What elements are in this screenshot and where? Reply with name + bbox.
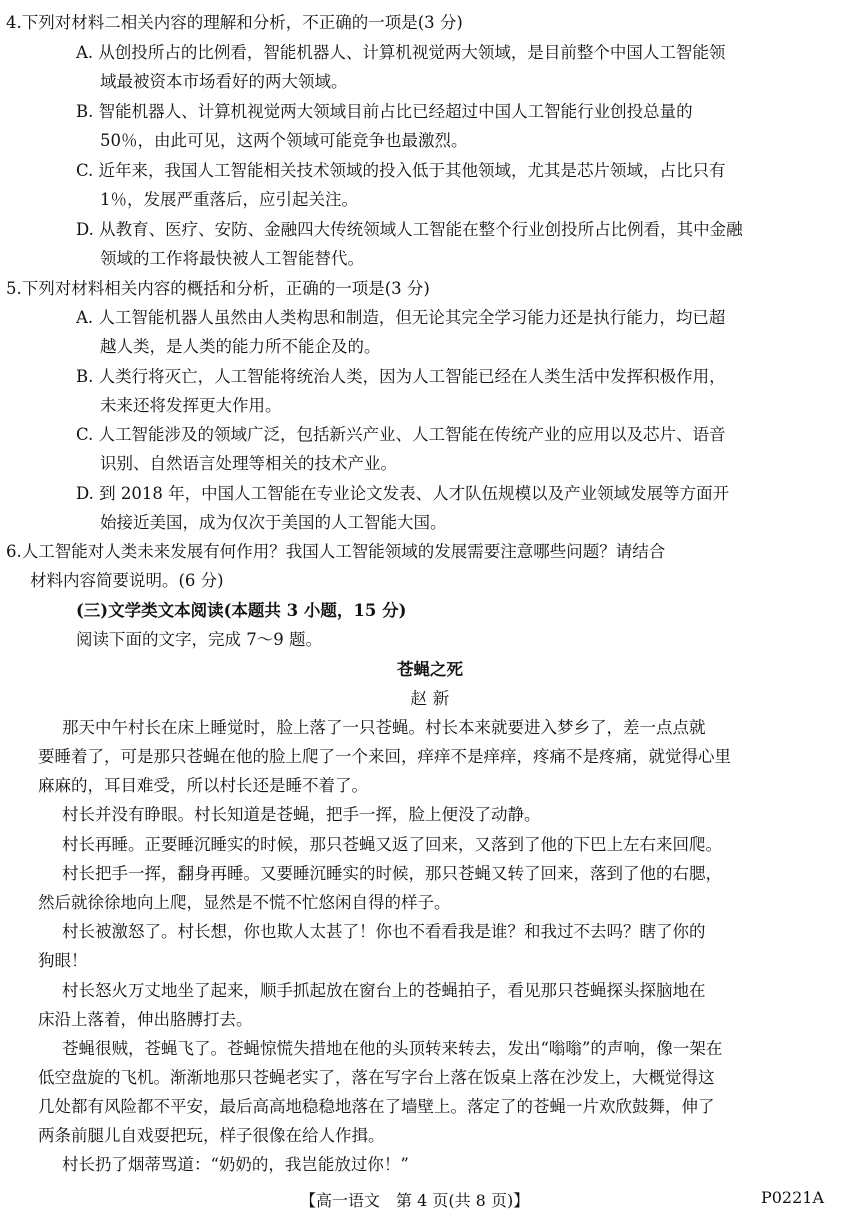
question-4-option-c: C. 近年来，我国人工智能相关技术领域的投入低于其他领域，尤其是芯片领域，占比只有 [76, 161, 726, 180]
footer-page-label: 【高一语文 第 4 页(共 8 页)】 [300, 1191, 530, 1210]
question-4-stem: 4.下列对材料二相关内容的理解和分析，不正确的一项是(3 分) [6, 13, 463, 32]
question-5-stem: 5.下列对材料相关内容的概括和分析，正确的一项是(3 分) [6, 279, 430, 298]
story-paragraph: 村长怒火万丈地坐了起来，顺手抓起放在窗台上的苍蝇拍子，看见那只苍蝇探头探脑地在 [62, 981, 706, 1000]
story-paragraph-cont: 低空盘旋的飞机。渐渐地那只苍蝇老实了，落在写字台上落在饭桌上落在沙发上，大概觉得这 [38, 1068, 715, 1087]
page-footer [0, 1188, 860, 1212]
question-5-option-a-cont: 越人类，是人类的能力所不能企及的。 [100, 337, 381, 356]
story-paragraph: 村长被激怒了。村长想，你也欺人太甚了！你也不看看我是谁？和我过不去吗？瞎了你的 [62, 922, 706, 941]
footer-exam-code: P0221A [760, 1188, 824, 1207]
question-4-option-d-cont: 领域的工作将最快被人工智能替代。 [100, 249, 364, 268]
question-4-option-a-cont: 域最被资本市场看好的两大领域。 [100, 72, 348, 91]
story-title: 苍蝇之死 [397, 660, 463, 679]
section-heading: (三)文学类文本阅读(本题共 3 小题，15 分) [76, 601, 407, 620]
story-paragraph: 那天中午村长在床上睡觉时，脸上落了一只苍蝇。村长本来就要进入梦乡了，差一点点就 [62, 718, 706, 737]
question-5-option-b: B. 人类行将灭亡，人工智能将统治人类，因为人工智能已经在人类生活中发挥积极作用， [76, 367, 726, 386]
story-paragraph-cont: 两条前腿儿自戏耍把玩，样子很像在给人作揖。 [38, 1126, 385, 1145]
question-5-option-c: C. 人工智能涉及的领域广泛，包括新兴产业、人工智能在传统产业的应用以及芯片、语音 [76, 425, 726, 444]
question-5-option-c-cont: 识别、自然语言处理等相关的技术产业。 [100, 454, 397, 473]
question-5-option-d-cont: 始接近美国，成为仅次于美国的人工智能大国。 [100, 513, 447, 532]
story-paragraph: 苍蝇很贼，苍蝇飞了。苍蝇惊慌失措地在他的头顶转来转去，发出“嗡嗡”的声响，像一架在 [62, 1039, 723, 1058]
story-paragraph: 村长再睡。正要睡沉睡实的时候，那只苍蝇又返了回来，又落到了他的下巴上左右来回爬。 [62, 835, 722, 854]
question-4-option-c-cont: 1％，发展严重落后，应引起关注。 [100, 190, 358, 209]
question-6-stem: 6.人工智能对人类未来发展有何作用？我国人工智能领域的发展需要注意哪些问题？请结合 [6, 542, 666, 561]
question-4-option-d: D. 从教育、医疗、安防、金融四大传统领域人工智能在整个行业创投所占比例看，其中金融 [76, 220, 743, 239]
story-paragraph: 村长扔了烟蒂骂道：“奶奶的，我岂能放过你！” [62, 1155, 409, 1174]
story-paragraph: 村长并没有睁眼。村长知道是苍蝇，把手一挥，脸上便没了动静。 [62, 805, 541, 824]
question-4-option-b-cont: 50％，由此可见，这两个领域可能竞争也最激烈。 [100, 131, 468, 150]
story-paragraph-cont: 几处都有风险都不平安，最后高高地稳稳地落在了墙壁上。落定了的苍蝇一片欢欣鼓舞，伸了 [38, 1097, 715, 1116]
story-paragraph-cont: 然后就徐徐地向上爬，显然是不慌不忙悠闲自得的样子。 [38, 893, 451, 912]
story-paragraph-cont: 麻麻的，耳目难受，所以村长还是睡不着了。 [38, 776, 368, 795]
question-5-option-b-cont: 未来还将发挥更大作用。 [100, 396, 282, 415]
story-paragraph-cont: 要睡着了，可是那只苍蝇在他的脸上爬了一个来回，痒痒不是痒痒，疼痛不是疼痛，就觉得心里 [38, 747, 731, 766]
question-5-option-d: D. 到 2018 年，中国人工智能在专业论文发表、人才队伍规模以及产业领域发展等方面开 [76, 484, 730, 503]
story-author: 赵 新 [410, 689, 450, 708]
question-5-option-a: A. 人工智能机器人虽然由人类构思和制造，但无论其完全学习能力还是执行能力，均已超 [76, 308, 726, 327]
question-6-stem-cont: 材料内容简要说明。(6 分) [30, 571, 224, 590]
question-4-option-b: B. 智能机器人、计算机视觉两大领域目前占比已经超过中国人工智能行业创投总量的 [76, 102, 693, 121]
question-4-option-a: A. 从创投所占的比例看，智能机器人、计算机视觉两大领域，是目前整个中国人工智能领 [76, 43, 726, 62]
story-paragraph-cont: 床沿上落着，伸出胳膊打去。 [38, 1010, 253, 1029]
story-paragraph: 村长把手一挥，翻身再睡。又要睡沉睡实的时候，那只苍蝇又转了回来，落到了他的右腮， [62, 864, 722, 883]
story-paragraph-cont: 狗眼！ [38, 951, 88, 970]
section-instruction: 阅读下面的文字，完成 7～9 题。 [76, 630, 322, 649]
